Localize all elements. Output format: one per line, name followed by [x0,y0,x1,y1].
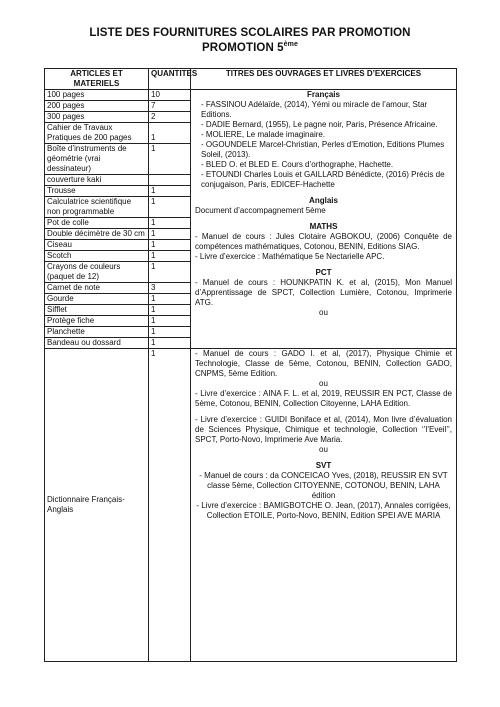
article-cell: Dictionnaire Français-Anglais [45,349,149,662]
header-quantites: QUANTITES [149,69,191,90]
qty-cell: 1 [149,349,191,662]
supplies-table [44,68,457,662]
books-cell-continued [191,349,457,662]
qty-cell [149,175,191,186]
francais-line: - OGOUNDELE Marcel-Christian, Perles d’Emotion, Editions Plumes Soleil, (2013). [201,140,445,159]
qty-cell: 3 [149,283,191,294]
article-cell: Protège fiche [45,316,149,327]
section-anglais: Anglais [309,196,338,205]
section-maths: MATHS [309,222,338,231]
pct-manuel: - Manuel de cours : HOUNKPATIN K. et al, (2015), Mon Manuel d’Apprentissage de SPCT, Collection Lumière, Cotonou, Imprimerie ATG. [195,278,452,307]
svt-manuel: - Manuel de cours : da CONCEICAO Yves, (2018), REUSSIR EN SVT classe 5ème, Collection CITOYENNE, COTONOU, BENIN, LAHA édition [199,471,448,500]
francais-line: - DADIE Bernard, (1955), Le pagne noir, Paris, Présence Africaine. [201,120,438,129]
qty-cell: 1 [149,305,191,316]
article-cell: Ciseau [45,240,149,251]
article-cell: Scotch [45,251,149,262]
article-cell: Planchette [45,327,149,338]
article-cell: 300 pages [45,112,149,123]
article-cell: Bandeau ou dossard [45,338,149,349]
pct-exercice-2: - Livre d’exercice : GUIDI Boniface et al, (2014), Mon livre d’évaluation de Sciences Physique, Chimique et technologie, Collection ‘’l’Eveil’’, SPCT, Porto-Novo, Imprimerie Ave Maria. [195,415,452,444]
svt-exercice: - Livre d’exercice : BAMIGBOTCHE O. Jean, (2017), Annales corrigées, Collection ETOILE, Porto-Novo, BENIN, Edition SPEI AVE MARIA [196,501,451,520]
pct-ou: ou [319,379,328,388]
qty-cell: 1 [149,262,191,283]
article-cell: Trousse [45,186,149,197]
francais-line: - BLED O. et BLED E. Cours d’orthographe, Hachette. [201,160,394,169]
table-row [45,90,457,101]
books-cell [191,90,457,349]
francais-line: - FASSINOU Adélaïde, (2014), Yémi ou miracle de l’amour, Star Editions. [201,100,428,119]
qty-cell: 1 [149,186,191,197]
qty-cell: 1 [149,144,191,175]
qty-cell: 1 [149,316,191,327]
pct-ou: ou [319,445,328,454]
article-cell: Carnet de note [45,283,149,294]
pct-exercice-1: - Livre d’exercice : AINA F. L. et al, 2019, REUSSIR EN PCT, Classe de 5ème, Cotonou, BENIN, Collection Citoyenne, LAHA Edition. [195,389,452,408]
qty-cell: 10 [149,90,191,101]
qty-cell: 1 [149,294,191,305]
table-header-row [45,69,457,90]
qty-cell: 1 [149,327,191,338]
header-titres: TITRES DES OUVRAGES ET LIVRES D’EXERCICES [191,69,457,90]
section-francais: Français [307,90,340,99]
article-cell: Sifflet [45,305,149,316]
article-cell: Calculatrice scientifique non programmable [45,197,149,218]
maths-line: - Manuel de cours : Jules Clotaire AGBOKOU, (2006) Conquête de compétences mathématiques, Cotonou, BENIN, Editions SIAG. [195,232,452,251]
article-cell: Boîte d’instruments de géométrie (vrai dessinateur) [45,144,149,175]
francais-line: - MOLIERE, Le malade imaginaire. [201,130,326,139]
article-cell: 200 pages [45,101,149,112]
section-pct: PCT [315,268,332,277]
page-subtitle [0,41,500,54]
qty-cell: 1 [149,251,191,262]
qty-cell: 1 [149,240,191,251]
article-cell: couverture kaki [45,175,149,186]
maths-line: - Livre d’exercice : Mathématique 5e Nectarielle APC. [195,252,385,261]
article-cell: Cahier de Travaux Pratiques de 200 pages [45,123,149,144]
anglais-text: Document d’accompagnement 5ème [195,206,326,215]
qty-cell: 1 [149,197,191,218]
qty-cell: 7 [149,101,191,112]
article-cell: Gourde [45,294,149,305]
qty-cell: 1 [149,338,191,349]
pct-ou: ou [319,308,328,317]
article-cell: Crayons de couleurs (paquet de 12) [45,262,149,283]
promotion-superscript: ème [283,41,298,48]
qty-cell: 1 [149,218,191,229]
article-cell: Pot de colle [45,218,149,229]
section-svt: SVT [315,461,332,470]
article-cell: Double décimètre de 30 cm [45,229,149,240]
qty-cell: 1 [149,123,191,144]
pct-manuel-2: - Manuel de cours : GADO I. et al, (2017), Physique Chimie et Technologie, Classe de 5ème, Cotonou, BENIN, Collection GADO, CNPMS, 5ème Edition. [195,349,452,378]
qty-cell: 1 [149,229,191,240]
qty-cell: 2 [149,112,191,123]
header-articles: ARTICLES ET MATERIELS [45,69,149,90]
page-title: LISTE DES FOURNITURES SCOLAIRES PAR PROMOTION [89,27,411,39]
promotion-label: PROMOTION 5 [202,42,284,54]
table-row-last [45,349,457,662]
francais-line: - ETOUNDI Charles Louis et GAILLARD Bénédicte, (2016) Précis de conjugaison, Paris, EDICEF-Hachette [201,170,445,189]
article-cell: 100 pages [45,90,149,101]
